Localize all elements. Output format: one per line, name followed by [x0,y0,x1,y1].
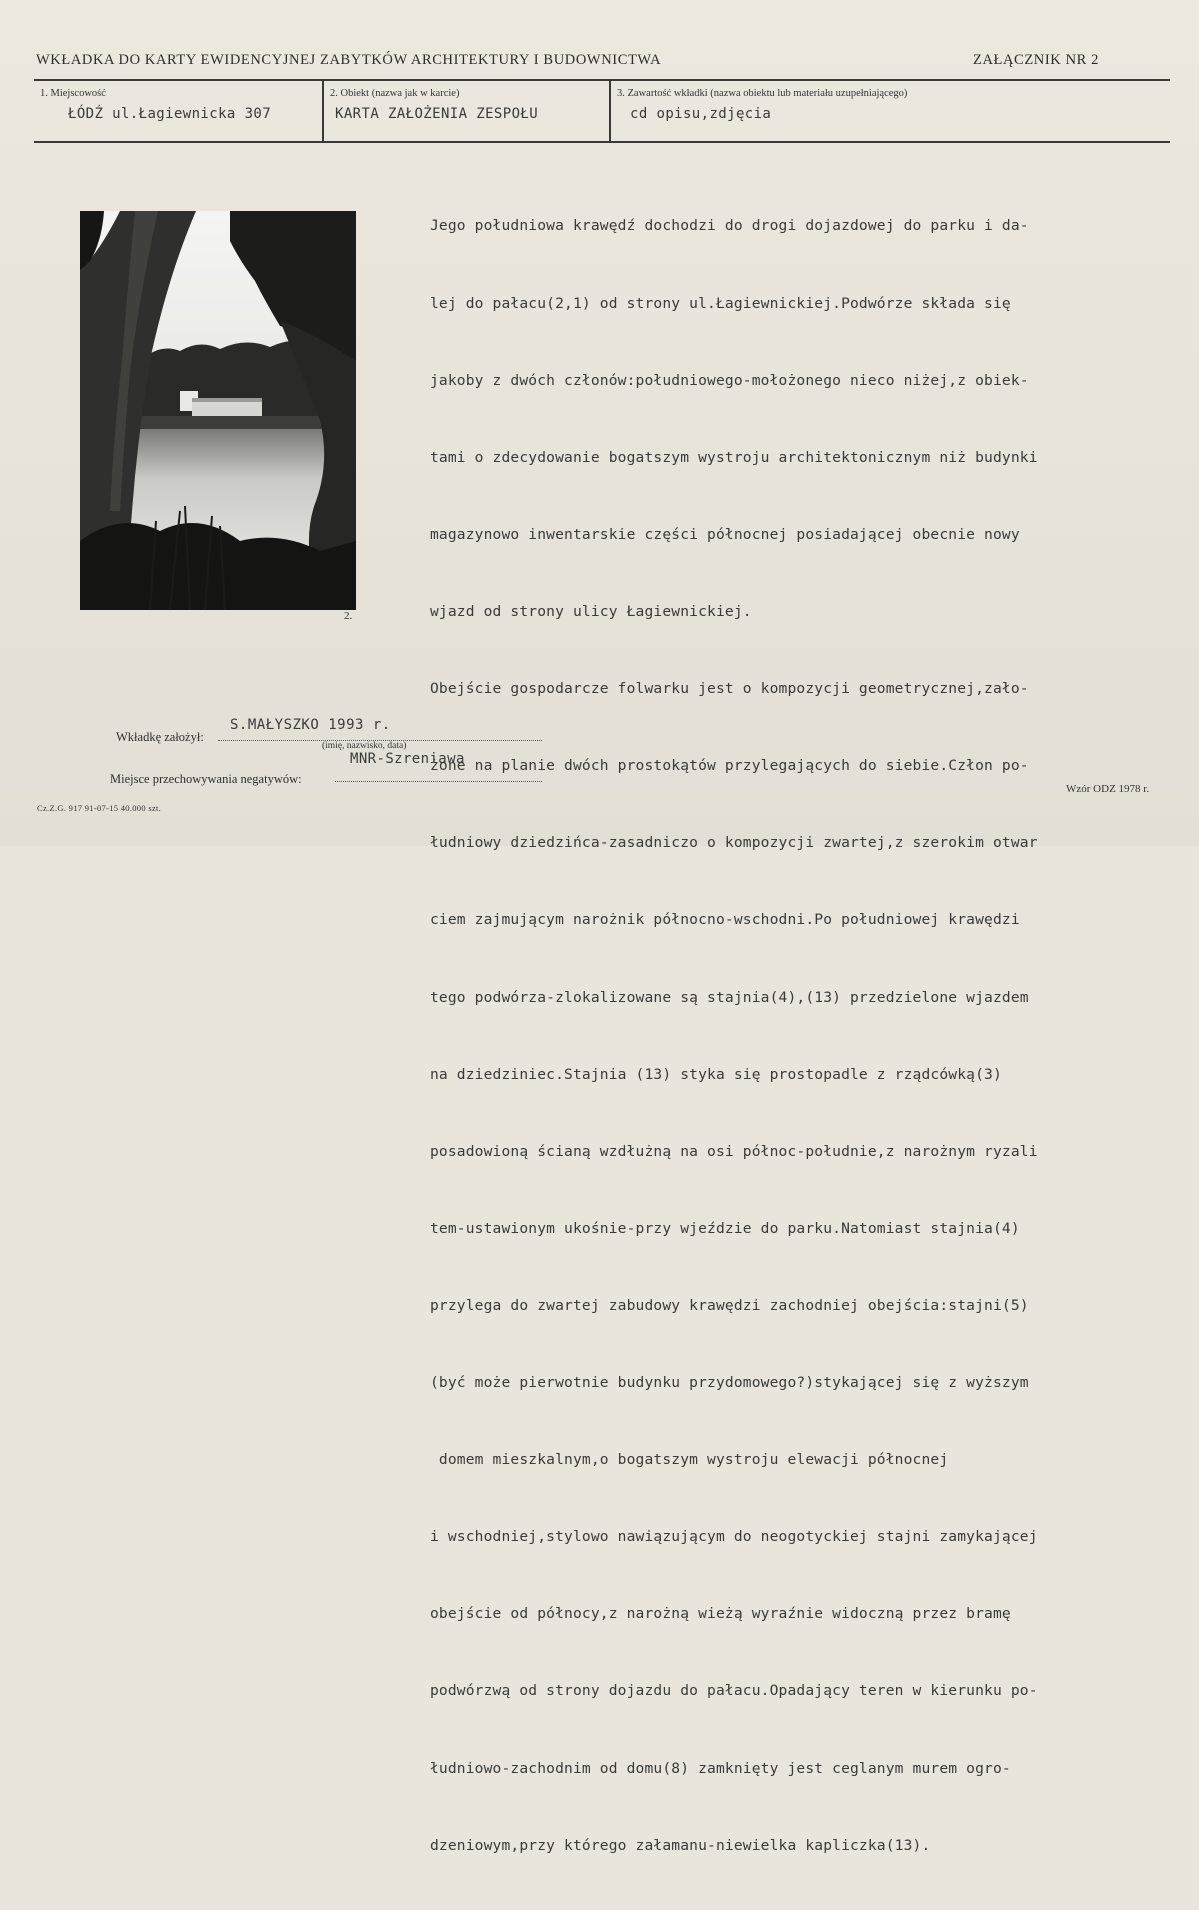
print-code: Cz.Z.G. 917 91-07-15 40.000 szt. [37,803,162,813]
locality-label: 1. Miejscowość [40,88,106,99]
contents-label: 3. Zawartość wkładki (nazwa obiektu lub materiału uzupełniającego) [617,88,908,99]
form-model: Wzór ODZ 1978 r. [1066,783,1150,795]
top-rule [34,79,1170,81]
text-line: łudniowo-zachodnim od domu(8) zamknięty jest ceglanym murem ogro- [430,1759,1011,1777]
text-line: (być może pierwotnie budynku przydomowego?)stykającej się z wyższym [430,1374,1029,1392]
text-line: przylega do zwartej zabudowy krawędzi zachodniej obejścia:stajni(5) [430,1296,1029,1314]
description-text [430,162,1160,1910]
text-line: tem-ustawionym ukośnie-przy wjeździe do parku.Natomiast stajnia(4) [430,1219,1020,1237]
text-line: obejście od północy,z narożną wieżą wyraźnie widoczną przez bramę [430,1605,1011,1623]
object-label: 2. Obiekt (nazwa jak w karcie) [330,88,460,99]
text-line: na dziedziniec.Stajnia (13) styka się prostopadle z rządcówką(3) [430,1065,1002,1083]
text-line: Obejście gospodarcze folwarku jest o kompozycji geometrycznej,zało- [430,680,1029,698]
author-label: Wkładkę założył: [116,730,204,744]
text-line: lej do pałacu(2,1) od strony ul.Łagiewnickiej.Podwórze składa się [430,294,1011,312]
contents-value: cd opisu,zdjęcia [630,106,772,122]
text-line: domem mieszkalnym,o bogatszym wystroju elewacji północnej [430,1451,949,1469]
author-value: S.MAŁYSZKO 1993 r. [230,717,391,733]
text-line: żone na planie dwóch prostokątów przylegających do siebie.Człon po- [430,757,1029,775]
text-line: Jego południowa krawędź dochodzi do drogi dojazdowej do parku i da- [430,217,1029,235]
text-line: i wschodniej,stylowo nawiązującym do neogotyckiej stajni zamykającej [430,1528,1038,1546]
locality-value: ŁÓDŹ ul.Łagiewnicka 307 [68,106,272,122]
text-line: podwórzwą od strony dojazdu do pałacu.Opadający teren w kierunku po- [430,1682,1038,1700]
field-divider-1 [322,81,324,141]
text-line: dzeniowym,przy którego załamanu-niewielka kapliczka(13). [430,1836,931,1854]
card-title: WKŁADKA DO KARTY EWIDENCYJNEJ ZABYTKÓW ARCHITEKTURY I BUDOWNICTWA [36,52,662,68]
field-divider-2 [609,81,611,141]
text-line: tego podwórza-zlokalizowane są stajnia(4),(13) przedzielone wjazdem [430,988,1029,1006]
text-line: ciem zajmującym narożnik północno-wschodni.Po południowej krawędzi [430,911,1020,929]
bottom-rule [34,141,1170,143]
text-line: jakoby z dwóch członów:południowego-mołożonego nieco niżej,z obiek- [430,371,1029,389]
text-line: tami o zdecydowanie bogatszym wystroju architektonicznym niż budynki [430,448,1038,466]
pond-photograph [80,211,356,610]
object-value: KARTA ZAŁOŻENIA ZESPOŁU [335,106,539,122]
photo-number: 2. [344,610,353,622]
negatives-place-label: Miejsce przechowywania negatywów: [110,772,302,786]
text-line: posadowioną ścianą wzdłużną na osi północ-południe,z narożnym ryzali [430,1142,1038,1160]
text-line: łudniowy dziedzińca-zasadniczo o kompozycji zwartej,z szerokim otwar [430,834,1038,852]
text-line: wjazd od strony ulicy Łagiewnickiej. [430,602,752,620]
author-note: (imię, nazwisko, data) [322,741,407,751]
place-dotted-line [335,781,542,782]
negatives-place-value: MNR-Szreniawa [350,751,465,767]
text-line: magazynowo inwentarskie części północnej posiadającej obecnie nowy [430,525,1020,543]
annex-number: ZAŁĄCZNIK NR 2 [973,52,1099,68]
pond-photo-image [80,211,356,610]
